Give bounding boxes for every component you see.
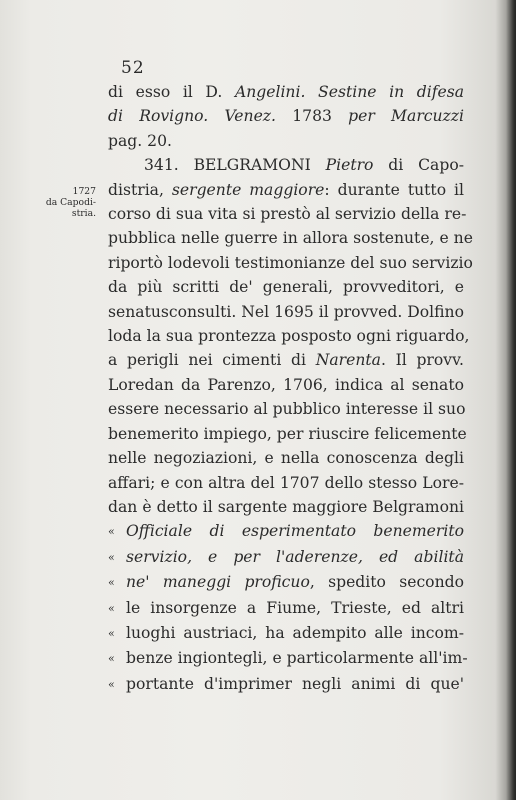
text-line — [108, 348, 464, 372]
text-segment: pag. 20. — [108, 131, 172, 150]
text-line — [108, 672, 464, 697]
italic-text: per Marcuzzi — [348, 107, 464, 126]
text-segment: di esso il D. — [108, 83, 235, 101]
italic-text: Angelini. Sestine in difesa — [234, 83, 464, 101]
text-line — [108, 202, 467, 226]
text-segment: di Capo- — [373, 156, 464, 175]
quote-mark: « — [108, 576, 115, 590]
text-segment: , spedito secondo — [309, 573, 464, 592]
text-line — [108, 275, 464, 299]
text-segment: luoghi austriaci, ha adempito alle incom- — [126, 623, 464, 642]
text-line — [108, 471, 464, 495]
page-edge-shadow — [506, 0, 516, 800]
italic-text: di Rovigno. Venez. — [108, 107, 276, 126]
quote-mark: « — [108, 677, 115, 691]
text-segment: loda la sua prontezza posposto ogni riguardo, — [108, 327, 470, 346]
margin-note-line: stria. — [71, 208, 96, 219]
text-line — [108, 596, 464, 621]
text-line — [108, 545, 464, 570]
text-line — [108, 129, 464, 153]
text-line — [108, 373, 464, 397]
text-line — [108, 519, 464, 544]
text-segment: Loredan da Parenzo, 1706, indica al senato — [108, 375, 464, 394]
text-segment: a perigli nei cimenti di — [108, 351, 316, 370]
italic-text: servizio, e per l'aderenze, ed abilità — [126, 547, 464, 566]
text-segment: benemerito impiego, per riuscire felicemente — [108, 424, 467, 443]
margin-note — [44, 186, 96, 219]
text-segment: benze ingiontegli, e particolarmente all'im- — [126, 649, 468, 668]
text-segment: le insorgenze a Fiume, Trieste, ed altri — [126, 598, 464, 617]
text-line — [108, 422, 467, 446]
text-segment: senatusconsulti. Nel 1695 il provved. Dolfino — [108, 302, 464, 321]
text-segment: essere necessario al pubblico interesse il suo — [108, 400, 466, 419]
page-number: 52 — [121, 58, 145, 78]
text-segment: portante d'imprimer negli animi di que' — [126, 674, 464, 693]
text-segment: 341. BELGRAMONI — [144, 156, 326, 175]
text-line — [108, 178, 464, 202]
text-line — [108, 495, 464, 519]
quote-mark: « — [108, 652, 115, 666]
text-line — [108, 153, 464, 177]
italic-text: Officiale di esperimentato benemerito — [126, 522, 464, 541]
text-segment: corso di sua vita si prestò al servizio della re- — [108, 205, 467, 224]
text-segment: dan è detto il sargente maggiore Belgramoni — [108, 497, 464, 516]
text-line — [108, 104, 464, 128]
text-line — [108, 621, 464, 646]
text-segment: pubblica nelle guerre in allora sostenute, e ne — [108, 229, 473, 248]
quote-mark: « — [108, 550, 115, 564]
text-segment: : durante tutto il — [324, 180, 465, 199]
quote-mark: « — [108, 601, 115, 615]
text-line — [108, 300, 464, 324]
italic-text: sergente maggiore — [171, 180, 325, 199]
text-line — [108, 324, 470, 348]
body-text — [108, 80, 473, 697]
italic-text: Narenta — [315, 351, 381, 370]
text-line — [108, 251, 473, 275]
text-segment: 1783 — [275, 107, 349, 126]
text-line — [108, 646, 468, 671]
text-line — [108, 570, 464, 595]
text-line — [108, 446, 464, 470]
quote-mark: « — [108, 626, 115, 640]
text-segment: riportò lodevoli testimonianze del suo servizio — [108, 253, 473, 272]
text-line — [108, 226, 473, 250]
margin-note-line: da Capodi- — [45, 197, 96, 208]
text-segment: distria, — [108, 180, 172, 199]
italic-text: Pietro — [325, 156, 374, 175]
margin-note-line: 1727 — [72, 186, 96, 197]
text-line — [108, 397, 464, 421]
italic-text: ne' maneggi proficuo — [126, 573, 310, 592]
text-line — [108, 80, 464, 104]
text-segment: nelle negoziazioni, e nella conoscenza degli — [108, 449, 464, 468]
text-segment: affari; e con altra del 1707 dello stesso Lore- — [108, 473, 464, 492]
text-segment: . Il provv. — [380, 351, 465, 370]
quote-mark: « — [108, 525, 115, 539]
text-segment: da più scritti de' generali, provveditori, e — [108, 278, 464, 297]
